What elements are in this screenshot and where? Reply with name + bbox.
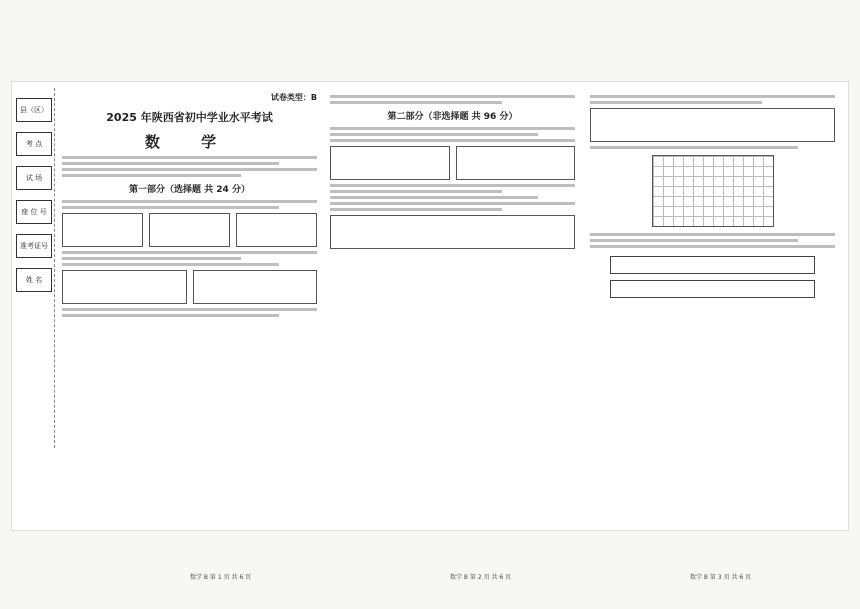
page-3: [590, 92, 835, 422]
grid-figure: [652, 155, 774, 227]
page-footer: 数学 B 第 3 页 共 6 页: [690, 574, 752, 581]
figure: [590, 108, 835, 142]
question-line: [330, 127, 575, 130]
exam-title: 2025 年陕西省初中学业水平考试: [106, 111, 273, 124]
figure-row: [330, 146, 575, 180]
figure-row: [62, 270, 317, 304]
question-line: [62, 263, 279, 266]
question-line: [330, 202, 575, 205]
question-line: [62, 206, 279, 209]
field-name: 姓 名: [16, 268, 52, 292]
section-heading: 第二部分（非选择题 共 96 分）: [387, 112, 518, 122]
flow-diagram: [610, 256, 815, 298]
question-line: [330, 139, 575, 142]
section-heading: 第一部分（选择题 共 24 分）: [129, 185, 250, 195]
page-footer: 数学 B 第 2 页 共 6 页: [450, 574, 512, 581]
question-line: [590, 101, 762, 104]
paper-type: 试卷类型：B: [270, 93, 317, 102]
question-line: [330, 184, 575, 187]
figure: [149, 213, 230, 247]
figure-row: [62, 213, 317, 247]
question-line: [590, 95, 835, 98]
notes-line: [62, 174, 241, 177]
question-line: [590, 245, 835, 248]
field-seat: 座 位 号: [16, 200, 52, 224]
subject-title: 数 学: [144, 133, 235, 151]
question-line: [330, 95, 575, 98]
binding-strip: [14, 88, 55, 448]
page-1: [62, 92, 317, 422]
figure: [62, 270, 187, 304]
question-line: [330, 208, 502, 211]
notes-line: [62, 168, 317, 171]
figure: [236, 213, 317, 247]
question-line: [590, 233, 835, 236]
field-county: 县（区）: [16, 98, 52, 122]
page-2: [330, 92, 575, 422]
field-exam-room: 试 场: [16, 166, 52, 190]
question-line: [62, 314, 279, 317]
question-line: [330, 190, 502, 193]
question-line: [590, 239, 798, 242]
question-line: [62, 200, 317, 203]
field-admission: 准考证号: [16, 234, 52, 258]
question-line: [590, 146, 798, 149]
question-line: [330, 196, 538, 199]
question-line: [62, 308, 317, 311]
figure: [330, 146, 450, 180]
figure: [330, 215, 575, 249]
flow-box: [610, 280, 815, 298]
page-footer: 数学 B 第 1 页 共 6 页: [190, 574, 252, 581]
question-line: [62, 251, 317, 254]
figure: [62, 213, 143, 247]
figure-row: [590, 108, 835, 142]
flow-box: [610, 256, 815, 274]
figure: [193, 270, 318, 304]
question-line: [62, 257, 241, 260]
figure-row: [330, 215, 575, 249]
question-line: [330, 101, 502, 104]
field-exam-site: 考 点: [16, 132, 52, 156]
notes-line: [62, 162, 279, 165]
figure: [456, 146, 576, 180]
question-line: [330, 133, 538, 136]
notes-line: [62, 156, 317, 159]
